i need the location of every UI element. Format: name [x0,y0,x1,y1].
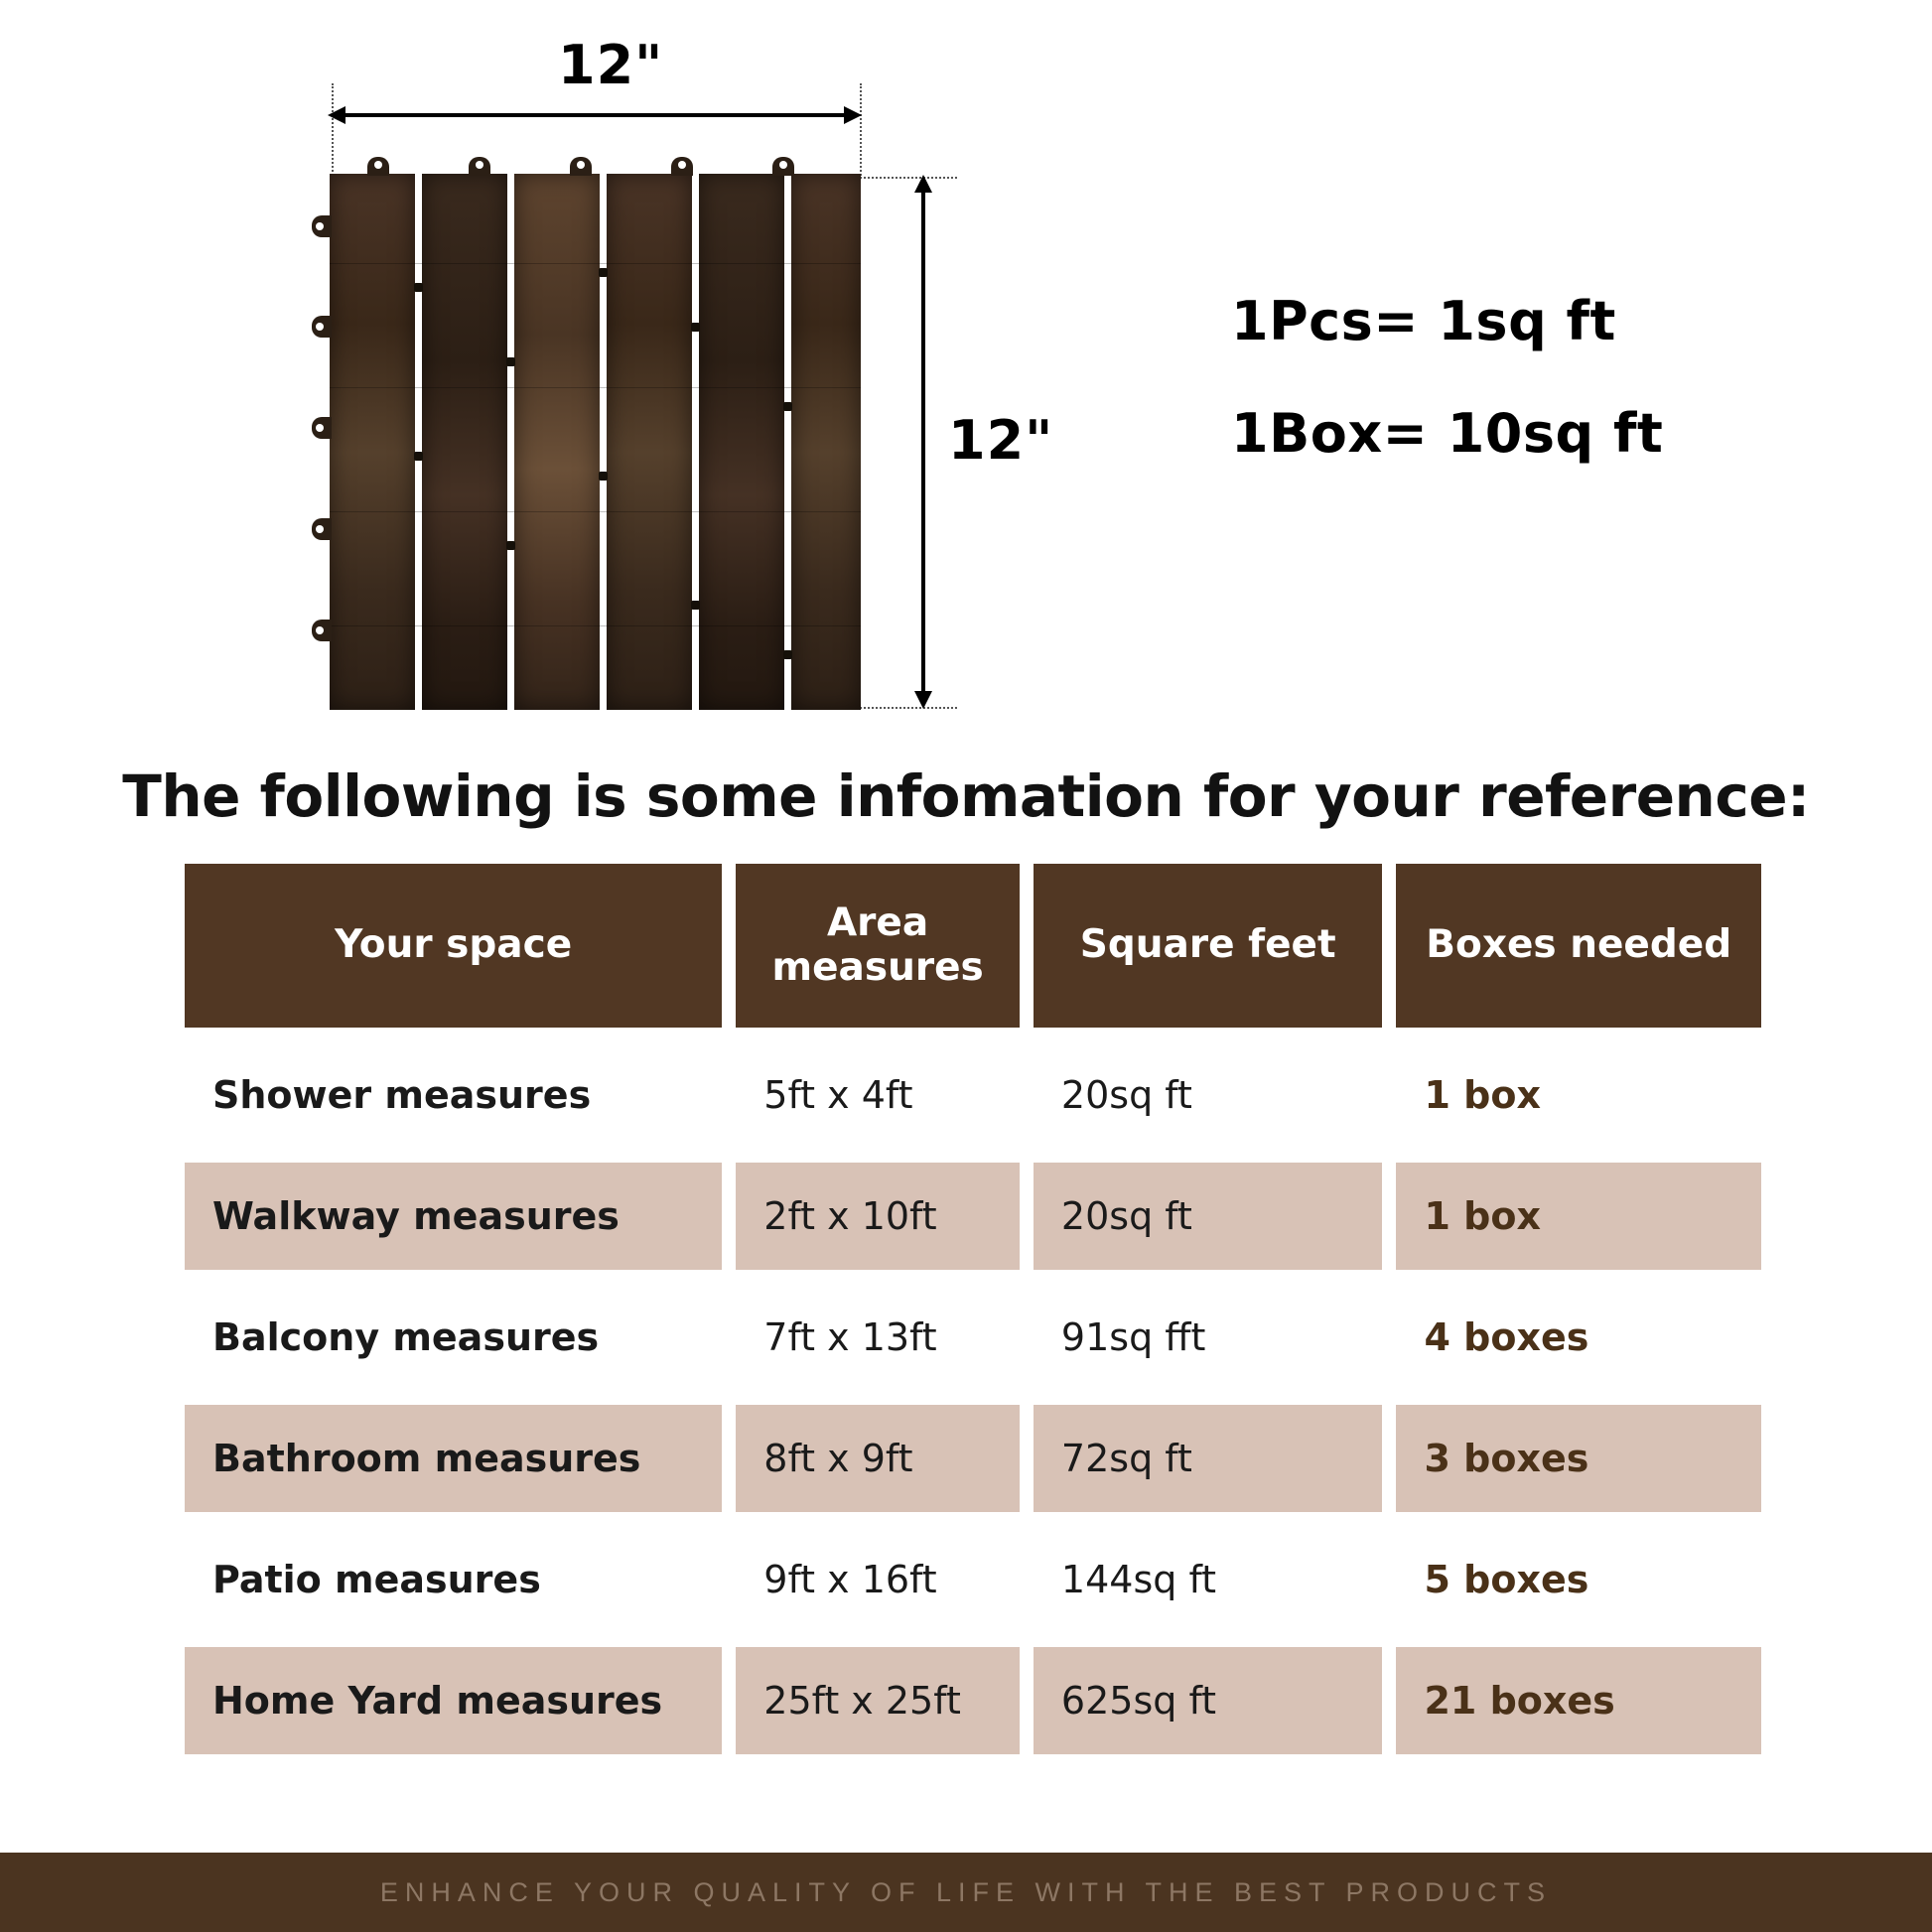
connector-tab-top [570,157,592,176]
tile-peg [506,541,515,550]
connector-tab-left [312,620,332,641]
guide-line-right [860,83,862,179]
guide-line-left [332,83,334,179]
height-dimension-label: 12" [948,409,1054,472]
tile-plank [422,174,507,710]
page-title: The following is some infomation for your reference: [122,762,1810,830]
tile-peg [783,650,792,659]
table-row [185,1526,1761,1633]
cell-area: 2ft x 10ft [736,1163,1020,1270]
cell-area: 25ft x 25ft [736,1647,1020,1754]
tile-plank [699,174,784,710]
deck-tile-image [330,174,861,710]
tile-gap [507,174,514,710]
table-header-your-space: Your space [185,864,722,1028]
connector-tab-top [367,157,389,176]
cell-area: 9ft x 16ft [736,1526,1020,1633]
cell-area: 7ft x 13ft [736,1284,1020,1391]
tile-gap [415,174,422,710]
footer-bar [0,1853,1932,1932]
guide-line-bottom [860,707,957,709]
cell-boxes: 1 box [1396,1163,1761,1270]
cell-space: Shower measures [185,1041,722,1149]
width-dimension-label: 12" [558,34,664,96]
table-row [185,1284,1761,1391]
cell-area: 8ft x 9ft [736,1405,1020,1512]
cell-square-feet: 20sq ft [1034,1163,1383,1270]
cell-area: 5ft x 4ft [736,1041,1020,1149]
connector-tab-left [312,417,332,439]
connector-tab-top [469,157,490,176]
footer-tagline: ENHANCE YOUR QUALITY OF LIFE WITH THE BEST PRODUCTS [379,1876,1553,1907]
wood-grain-line [330,387,861,388]
tile-peg [691,601,700,610]
cell-square-feet: 72sq ft [1034,1405,1383,1512]
cell-square-feet: 91sq fft [1034,1284,1383,1391]
table-row [185,1041,1761,1149]
tile-peg [691,323,700,332]
cell-space: Balcony measures [185,1284,722,1391]
tile-peg [599,268,608,277]
connector-tab-top [772,157,794,176]
cell-boxes: 21 boxes [1396,1647,1761,1754]
cell-boxes: 5 boxes [1396,1526,1761,1633]
cell-square-feet: 625sq ft [1034,1647,1383,1754]
table-header-square-feet: Square feet [1034,864,1383,1028]
wood-grain-line [330,625,861,626]
cell-boxes: 4 boxes [1396,1284,1761,1391]
tile-gap [692,174,699,710]
height-arrow-down-icon [914,691,932,709]
tile-peg [414,452,423,461]
guide-line-top [860,177,957,179]
tile-gap [784,174,791,710]
wood-grain-line [330,263,861,264]
table-header-boxes-needed: Boxes needed [1396,864,1761,1028]
tile-gap [600,174,607,710]
product-dimension-diagram [0,0,1932,755]
tile-plank [514,174,600,710]
connector-tab-left [312,215,332,237]
tile-body [330,174,861,710]
cell-space: Patio measures [185,1526,722,1633]
width-arrow-left-icon [328,106,345,124]
cell-space: Walkway measures [185,1163,722,1270]
tile-plank [607,174,692,710]
cell-square-feet: 144sq ft [1034,1526,1383,1633]
cell-boxes: 3 boxes [1396,1405,1761,1512]
tile-peg [783,402,792,411]
table-row [185,1405,1761,1512]
cell-space: Home Yard measures [185,1647,722,1754]
reference-table [185,864,1761,1768]
table-header-row [185,864,1761,1028]
height-dimension-line [921,185,925,701]
connector-tab-left [312,518,332,540]
cell-boxes: 1 box [1396,1041,1761,1149]
height-arrow-up-icon [914,175,932,193]
tile-peg [599,472,608,481]
width-arrow-right-icon [844,106,862,124]
note-pieces-per-sqft: 1Pcs= 1sq ft [1231,290,1616,352]
tile-peg [506,357,515,366]
cell-square-feet: 20sq ft [1034,1041,1383,1149]
width-dimension-line [338,113,854,117]
note-box-coverage: 1Box= 10sq ft [1231,402,1664,465]
tile-plank [791,174,861,710]
tile-plank [330,174,415,710]
cell-space: Bathroom measures [185,1405,722,1512]
connector-tab-left [312,316,332,338]
tile-peg [414,283,423,292]
wood-grain-line [330,511,861,512]
table-row [185,1647,1761,1754]
table-header-area-measures: Area measures [736,864,1020,1028]
table-row [185,1163,1761,1270]
connector-tab-top [671,157,693,176]
